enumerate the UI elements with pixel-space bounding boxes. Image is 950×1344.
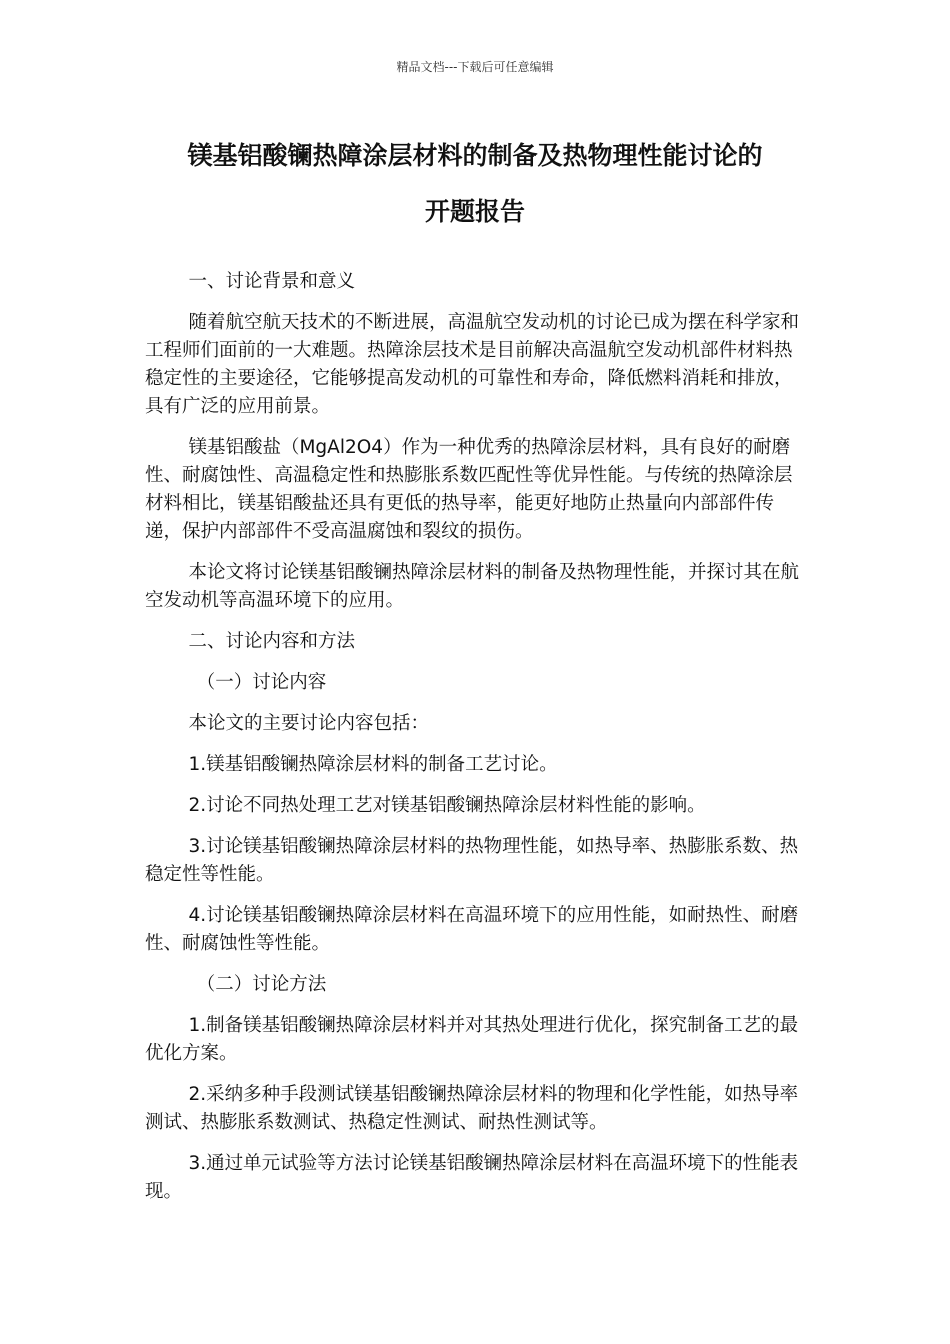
list-item: 4.讨论镁基铝酸镧热障涂层材料在高温环境下的应用性能，如耐热性、耐磨性、耐腐蚀性等性能。 [145,905,799,954]
document-title [120,128,830,240]
title-line-1: 镁基铝酸镧热障涂层材料的制备及热物理性能讨论的 [187,141,763,170]
paragraph: 镁基铝酸盐（MgAl2O4）作为一种优秀的热障涂层材料，具有良好的耐磨性、耐腐蚀性、高温稳定性和热膨胀系数匹配性等优异性能。与传统的热障涂层材料相比，镁基铝酸盐还具有更低的热导率，能更好地防止热量向内部部件传递，保护内部部件不受高温腐蚀和裂纹的损伤。 [145,437,793,542]
document-body [145,268,810,1219]
subsection-heading-content: （一）讨论内容 [196,672,327,693]
list-item: 1.镁基铝酸镧热障涂层材料的制备工艺讨论。 [188,754,558,775]
subsection-heading-method: （二）讨论方法 [196,974,327,995]
section-heading-background: 一、讨论背景和意义 [188,271,355,292]
list-item: 2.讨论不同热处理工艺对镁基铝酸镧热障涂层材料性能的影响。 [188,795,706,816]
list-item: 2.采纳多种手段测试镁基铝酸镧热障涂层材料的物理和化学性能，如热导率测试、热膨胀系数测试、热稳定性测试、耐热性测试等。 [145,1084,799,1133]
section-heading-content: 二、讨论内容和方法 [188,631,355,652]
list-item: 1.制备镁基铝酸镧热障涂层材料并对其热处理进行优化，探究制备工艺的最优化方案。 [145,1015,799,1064]
list-item: 3.讨论镁基铝酸镧热障涂层材料的热物理性能，如热导率、热膨胀系数、热稳定性等性能。 [145,836,799,885]
title-line-2: 开题报告 [424,197,525,226]
page-header-note: 精品文档---下载后可任意编辑 [396,60,554,74]
paragraph: 随着航空航天技术的不断进展，高温航空发动机的讨论已成为摆在科学家和工程师们面前的一大难题。热障涂层技术是目前解决高温航空发动机部件材料热稳定性的主要途径，它能够提高发动机的可靠性和寿命，降低燃料消耗和排放，具有广泛的应用前景。 [145,312,799,417]
paragraph: 本论文将讨论镁基铝酸镧热障涂层材料的制备及热物理性能，并探讨其在航空发动机等高温环境下的应用。 [145,562,799,611]
paragraph: 本论文的主要讨论内容包括： [188,713,429,734]
list-item: 3.通过单元试验等方法讨论镁基铝酸镧热障涂层材料在高温环境下的性能表现。 [145,1153,799,1202]
